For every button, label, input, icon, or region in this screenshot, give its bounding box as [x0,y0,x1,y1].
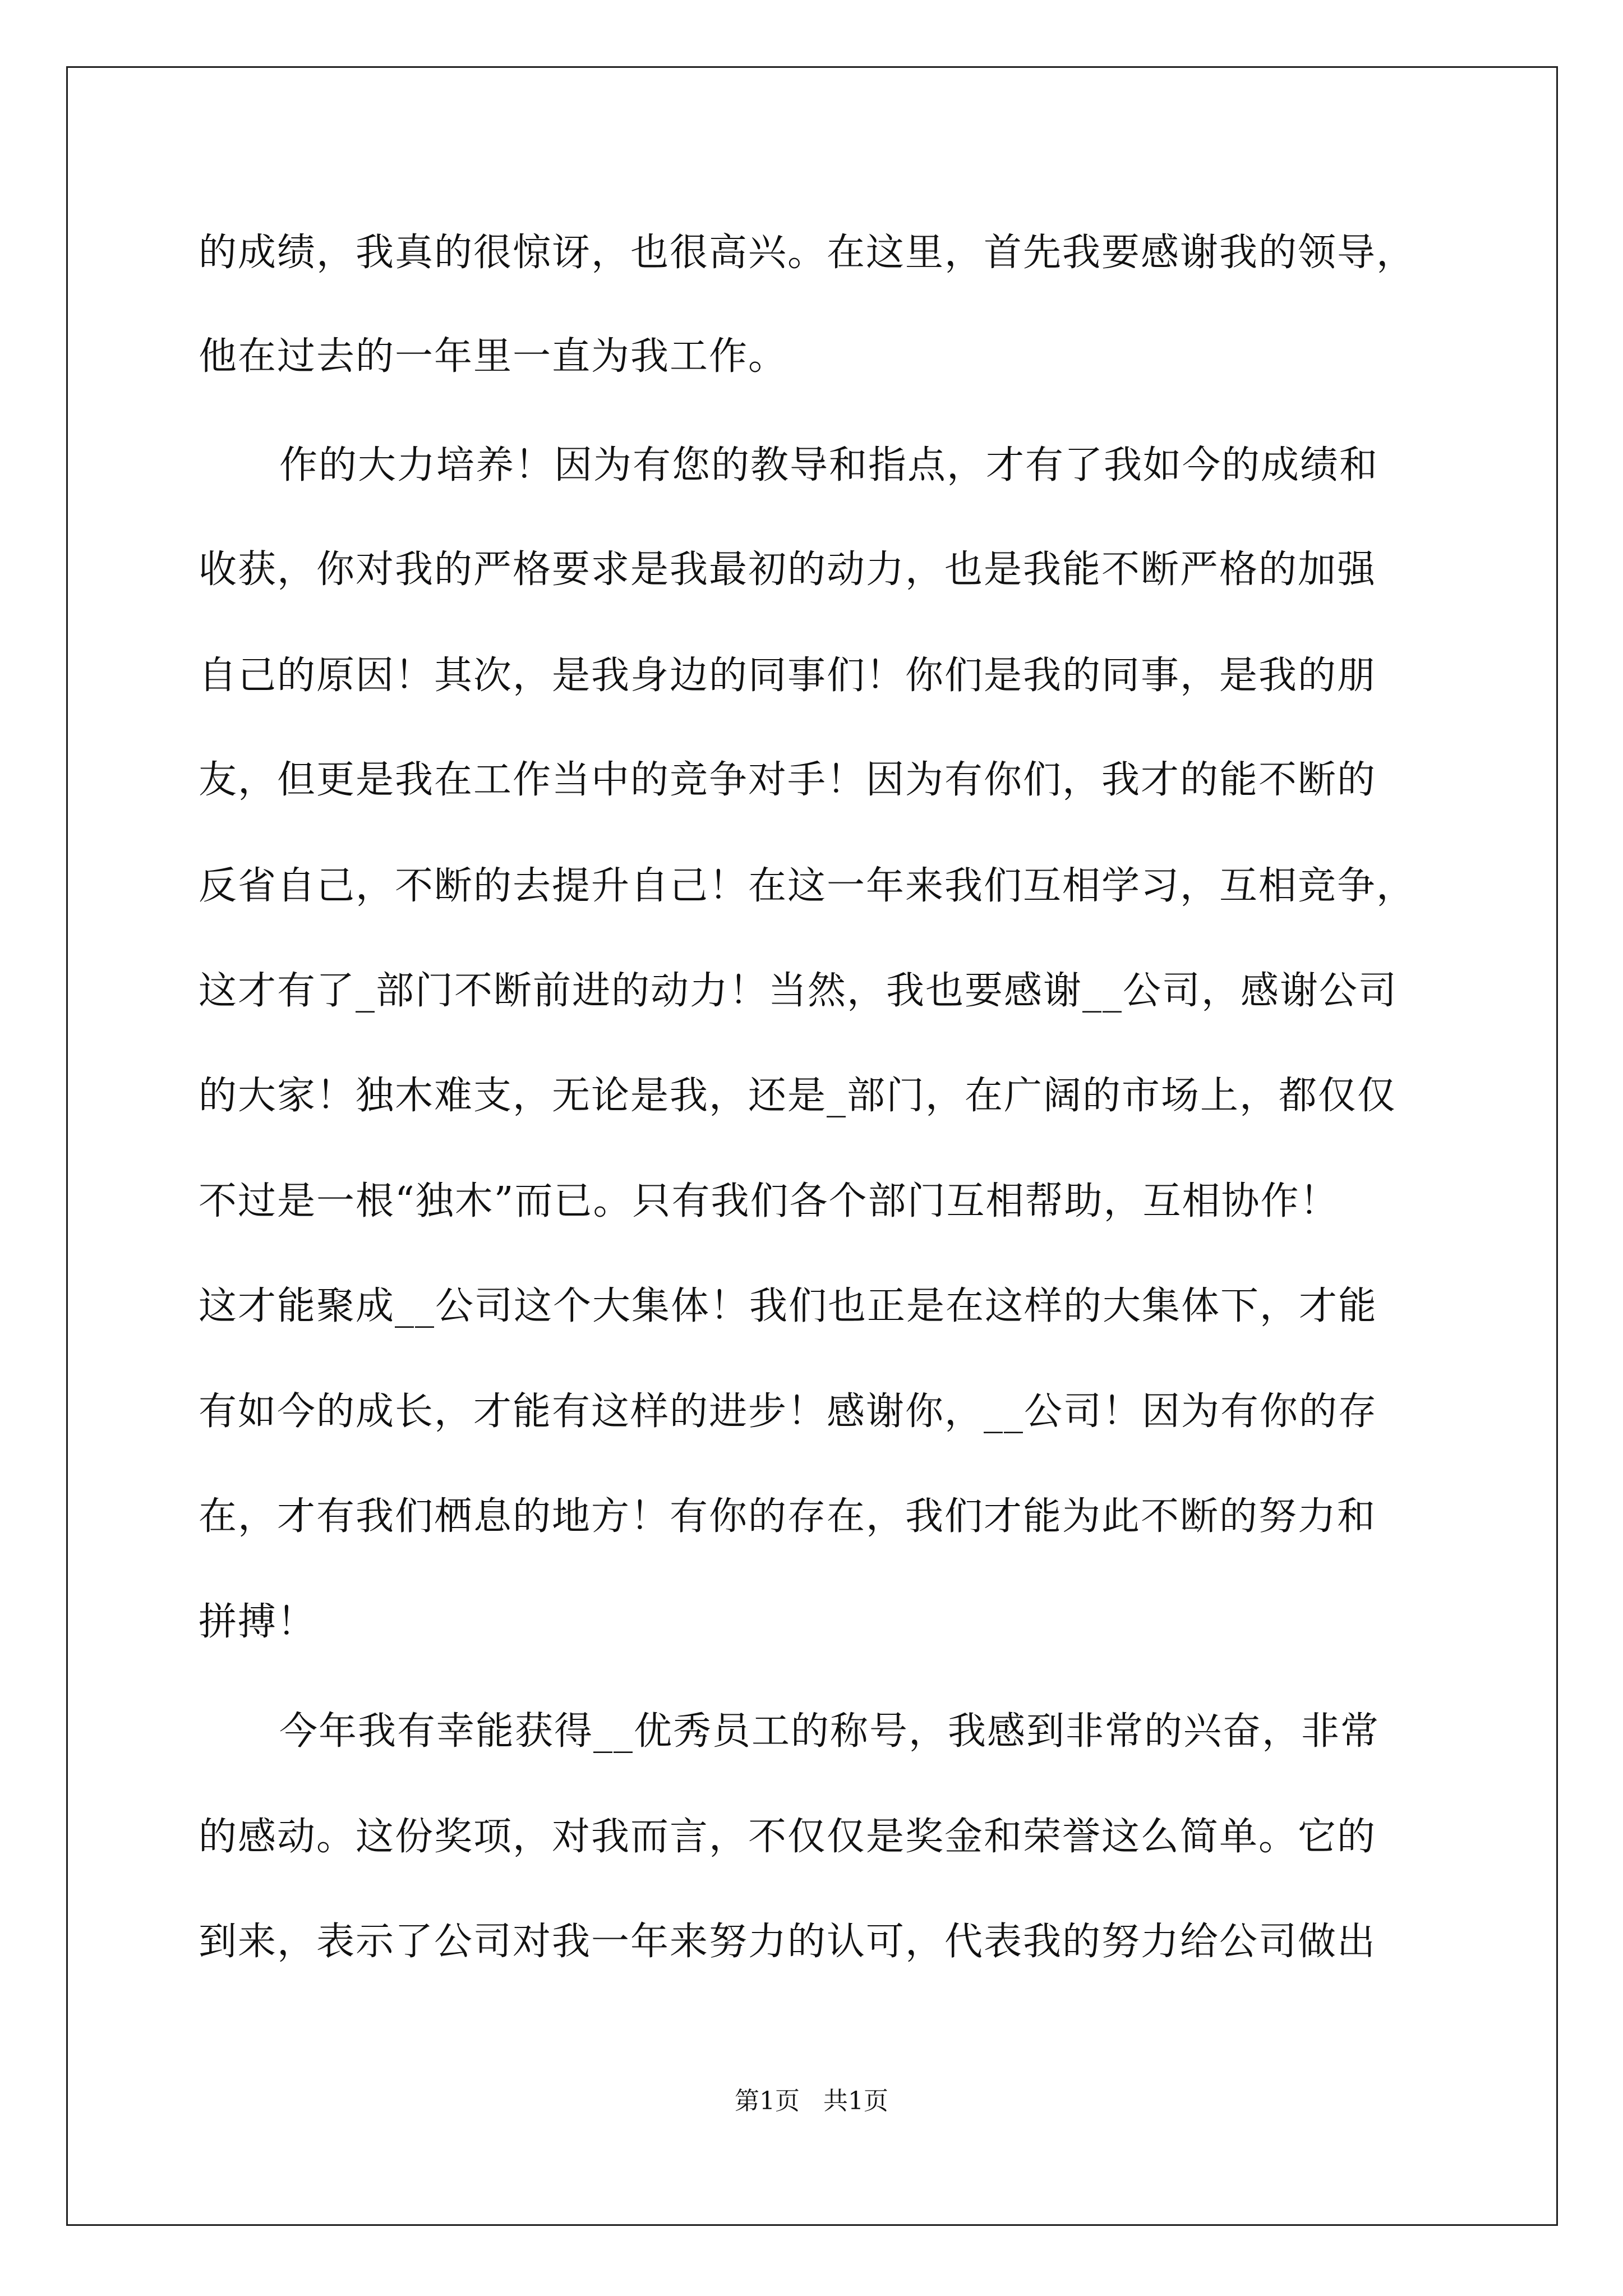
text-line: 友，但更是我在工作当中的竞争对手！因为有你们，我才的能不断的 [199,758,1377,802]
text-line: 他在过去的一年里一直为我工作。 [199,334,788,379]
text-line: 有如今的成长，才能有这样的进步！感谢你，__公司！因为有你的存 [199,1389,1378,1434]
page-number-footer: 第1页 共1页 [735,2087,888,2115]
text-line: 反省自己，不断的去提升自己！在这一年来我们互相学习，互相竞争， [199,864,1416,908]
text-line: 在，才有我们栖息的地方！有你的存在，我们才能为此不断的努力和 [199,1494,1377,1539]
text-line: 的大家！独木难支，无论是我，还是_部门，在广阔的市场上，都仅仅 [199,1074,1397,1118]
text-line: 这才有了_部门不断前进的动力！当然，我也要感谢__公司，感谢公司 [199,969,1398,1013]
text-line: 拼搏！ [199,1600,317,1644]
text-line: 的感动。这份奖项，对我而言，不仅仅是奖金和荣誉这么简单。它的 [199,1815,1377,1859]
text-line: 这才能聚成__公司这个大集体！我们也正是在这样的大集体下，才能 [199,1284,1378,1328]
text-line: 今年我有幸能获得__优秀员工的称号，我感到非常的兴奋，非常 [279,1709,1380,1754]
text-line: 到来，表示了公司对我一年来努力的认可，代表我的努力给公司做出 [199,1920,1377,1964]
text-line: 不过是一根“独木”而已。只有我们各个部门互相帮助，互相协作！ [199,1179,1339,1223]
text-line: 的成绩，我真的很惊讶，也很高兴。在这里，首先我要感谢我的领导， [199,231,1416,275]
text-line: 收获，你对我的严格要求是我最初的动力，也是我能不断严格的加强 [199,547,1377,592]
page-border [66,66,1558,2226]
text-line: 作的大力培养！因为有您的教导和指点，才有了我如今的成绩和 [279,443,1379,487]
text-line: 自己的原因！其次，是我身边的同事们！你们是我的同事，是我的朋 [199,654,1377,698]
